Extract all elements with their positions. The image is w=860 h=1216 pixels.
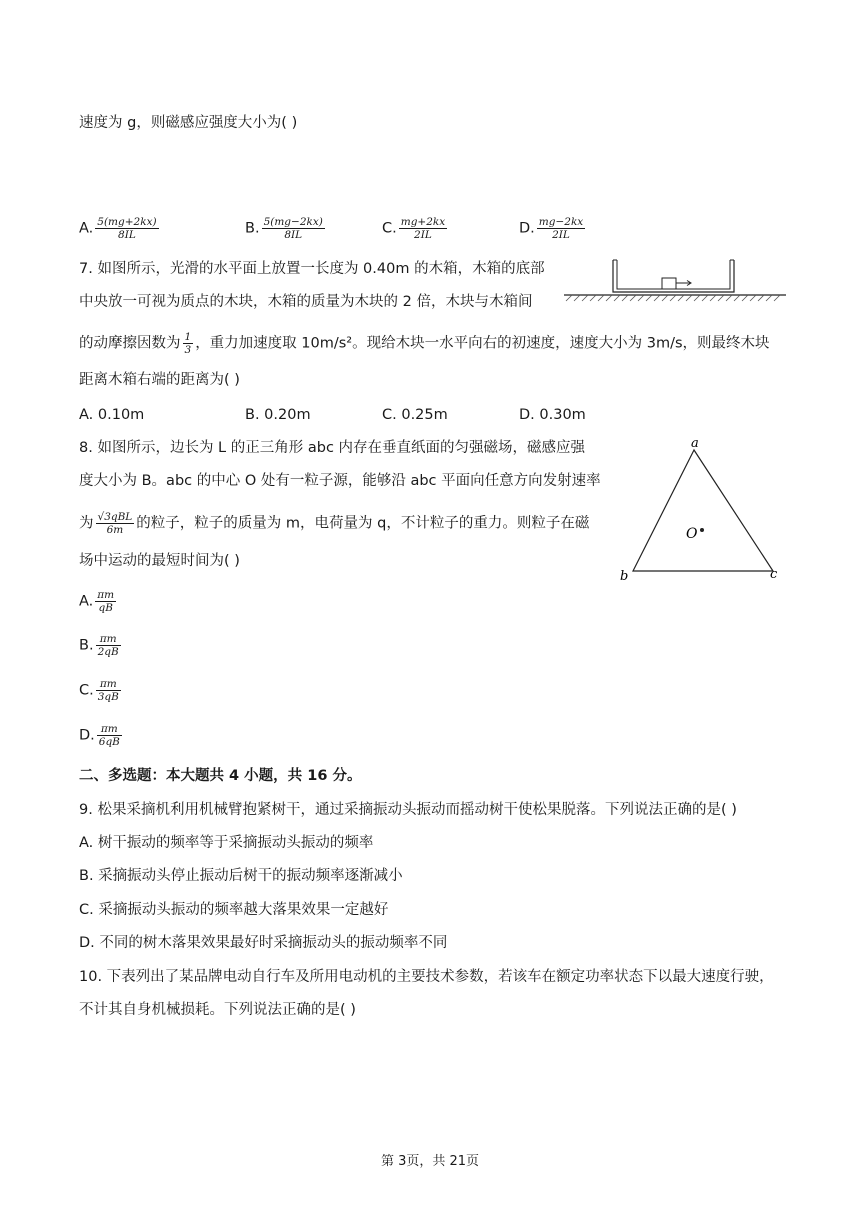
q8-triangle-figure (612, 434, 792, 584)
center-o-point (700, 528, 704, 532)
q7-stem-line4: 距离木箱右端的距离为( ) (79, 372, 240, 388)
q7-stem-line3: 的动摩擦因数为 $\frac{1}{3}$ ，重力加速度取 10m/s²。现给木块一水平向右的初速度，速度大小为 3m/s，则最终木块 (79, 331, 770, 356)
block (662, 278, 676, 289)
q7-option-b[interactable]: B. 0.20m (245, 407, 311, 423)
option-fraction: $\frac{\pi m}{3qB}$ (97, 678, 119, 703)
option-fraction: $\frac{5(mg-2kx)}{8IL}$ (263, 216, 323, 241)
option-fraction: $\frac{5(mg+2kx)}{8IL}$ (97, 216, 157, 241)
triangle-abc (633, 450, 773, 571)
page-footer: 第 3页，共 21页 (380, 1154, 480, 1169)
option-label: D. (519, 220, 535, 237)
q7-option-d[interactable]: D. 0.30m (519, 407, 586, 423)
q6-option-d[interactable] (519, 216, 587, 241)
section-heading-multiple-choice: 二、多选题：本大题共 4 小题，共 16 分。 (79, 768, 362, 784)
q8-option-c[interactable]: C. $\frac{\pi m}{3qB}$ (79, 678, 119, 703)
q9-option-d[interactable]: D. 不同的树木落果效果最好时采摘振动头的振动频率不同 (79, 935, 448, 951)
q7-option-c[interactable]: C. 0.25m (382, 407, 448, 423)
q10-stem-line2: 不计其自身机械损耗。下列说法正确的是( ) (79, 1002, 356, 1018)
q8-stem-line2: 度大小为 B。abc 的中心 O 处有一粒子源，能够沿 abc 平面向任意方向发射速率 (79, 473, 601, 489)
option-label: A. (79, 220, 94, 237)
q8-stem-line4: 场中运动的最短时间为( ) (79, 553, 240, 569)
q9-option-b[interactable]: B. 采摘振动头停止振动后树干的振动频率逐渐减小 (79, 868, 403, 884)
q6-option-c[interactable] (382, 216, 449, 241)
q8-option-b[interactable]: B. $\frac{\pi m}{2qB}$ (79, 633, 119, 658)
q8-option-a[interactable]: A. $\frac{\pi m}{qB}$ (79, 589, 115, 614)
option-label: C. (382, 220, 397, 237)
option-fraction: $\frac{mg+2kx}{2IL}$ (400, 216, 446, 241)
q9-stem: 9. 松果采摘机利用机械臂抱紧树干，通过采摘振动头振动而摇动树干使松果脱落。下列说法正确的是( ) (79, 802, 737, 818)
vertex-a-label: a (691, 436, 699, 451)
q10-stem-line1: 10. 下表列出了某品牌电动自行车及所用电动机的主要技术参数，若该车在额定功率状态下以最大速度行驶， (79, 969, 774, 985)
q9-option-a[interactable]: A. 树干振动的频率等于采摘振动头振动的频率 (79, 835, 374, 851)
q9-option-c[interactable]: C. 采摘振动头振动的频率越大落果效果一定越好 (79, 902, 389, 918)
vertex-b-label: b (620, 569, 629, 584)
q8-stem-line1: 8. 如图所示，边长为 L 的正三角形 abc 内存在垂直纸面的匀强磁场，磁感应强 (79, 440, 586, 456)
speed-fraction: $\frac{\text{√3qBL}}{6m}$ (97, 511, 133, 536)
q7-box-figure (560, 256, 790, 302)
center-o-label: O (686, 526, 698, 542)
q6-option-b[interactable] (245, 216, 327, 241)
q7-stem-line1: 7. 如图所示，光滑的水平面上放置一长度为 0.40m 的木箱，木箱的底部 (79, 261, 545, 277)
q8-stem-line3: 为 $\frac{\text{√3qBL}}{6m}$ 的粒子，粒子的质量为 m，电荷量为 q，不计粒子的重力。则粒子在磁 (79, 511, 590, 536)
ground-hatch (566, 295, 780, 301)
q6-option-a[interactable] (79, 216, 161, 241)
option-fraction: $\frac{\pi m}{2qB}$ (97, 633, 119, 658)
mu-fraction: $\frac{1}{3}$ (184, 331, 192, 356)
q7-stem-line2: 中央放一可视为质点的木块，木箱的质量为木块的 2 倍，木块与木箱间 (79, 294, 533, 310)
q8-option-d[interactable]: D. $\frac{\pi m}{6qB}$ (79, 723, 120, 748)
vertex-c-label: c (770, 567, 778, 582)
option-fraction: $\frac{\pi m}{qB}$ (97, 589, 115, 614)
question-6-stem-end: 速度为 g，则磁感应强度大小为( ) (79, 115, 298, 131)
option-fraction: $\frac{mg-2kx}{2IL}$ (538, 216, 584, 241)
option-label: B. (245, 220, 260, 237)
option-fraction: $\frac{\pi m}{6qB}$ (98, 723, 120, 748)
q7-option-a[interactable]: A. 0.10m (79, 407, 145, 423)
